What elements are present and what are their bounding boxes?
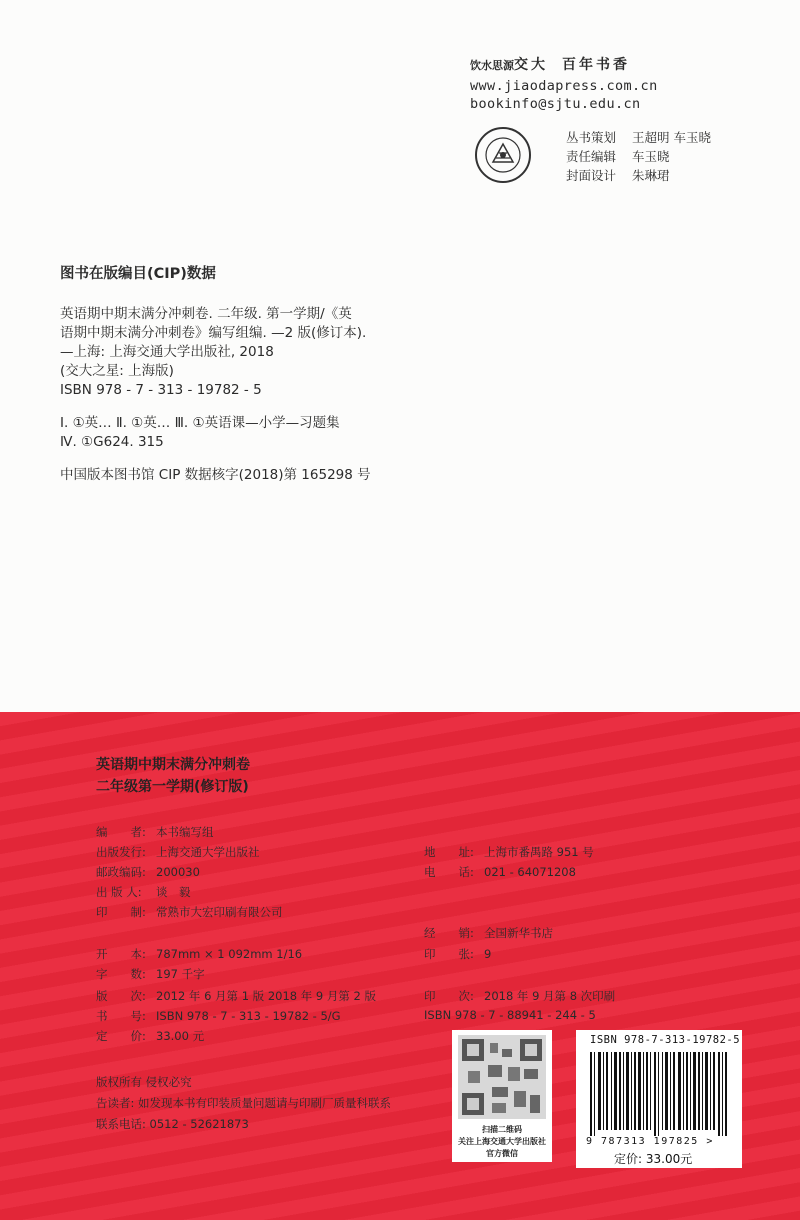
info-value: 上海市番禺路 951 号 [484, 845, 594, 859]
qr-caption: 官方微信 [486, 1149, 518, 1158]
credits-block [566, 128, 711, 185]
info-row [96, 904, 283, 920]
info-row [96, 884, 191, 900]
spec-value: 33.00 元 [156, 1029, 205, 1043]
barcode-isbn: ISBN 978-7-313-19782-5 [590, 1034, 741, 1046]
credit-row [566, 166, 711, 185]
cip-line: (交大之星: 上海版) [60, 363, 174, 379]
motto-b: 百年书香 [562, 57, 630, 73]
info-row [424, 844, 594, 860]
spec-value: 9 [484, 947, 492, 961]
rights-line: 版权所有 侵权必究 [96, 1075, 192, 1089]
cip-class-line: Ⅳ. ①G624. 315 [60, 434, 164, 450]
credit-label: 丛书策划 [566, 130, 617, 145]
info-key: 电 话: [424, 865, 474, 879]
spec-row [424, 1008, 596, 1022]
website-link[interactable]: www.jiaodapress.com.cn [470, 78, 658, 94]
info-value: 本书编写组 [156, 825, 214, 839]
info-row [96, 844, 260, 860]
credit-row [566, 128, 711, 147]
info-value: 常熟市大宏印刷有限公司 [156, 905, 283, 919]
qr-code-icon [458, 1035, 546, 1119]
cip-line: ISBN 978 - 7 - 313 - 19782 - 5 [60, 382, 262, 398]
spec-row [424, 946, 491, 962]
credit-label: 封面设计 [566, 168, 617, 183]
spec-key: 定 价: [96, 1029, 146, 1043]
info-value: 200030 [156, 865, 200, 879]
info-key: 编 者: [96, 825, 146, 839]
info-key: 地 址: [424, 845, 474, 859]
qr-caption: 扫描二维码 [482, 1125, 522, 1134]
spec-key: 字 数: [96, 967, 146, 981]
cip-verify-line: 中国版本图书馆 CIP 数据核字(2018)第 165298 号 [60, 467, 371, 483]
book-title: 英语期中期末满分冲刺卷 [96, 757, 250, 773]
spec-row [96, 988, 376, 1004]
spec-value: 2012 年 6 月第 1 版 2018 年 9 月第 2 版 [156, 989, 377, 1003]
cip-class-line: Ⅰ. ①英… Ⅱ. ①英… Ⅲ. ①英语课—小学—习题集 [60, 415, 340, 431]
barcode-digits: 9 787313 197825 > [586, 1136, 714, 1147]
spec-key: 经 销: [424, 926, 474, 940]
spec-row [424, 988, 615, 1004]
info-row [96, 824, 214, 840]
spec-value: 787mm × 1 092mm 1/16 [156, 947, 303, 961]
barcode-bars-icon [590, 1052, 728, 1136]
rights-line: 联系电话: 0512 - 52621873 [96, 1117, 249, 1131]
info-value: 021 - 64071208 [484, 865, 576, 879]
credit-label: 责任编辑 [566, 149, 617, 164]
spec-value: 197 千字 [156, 967, 205, 981]
credit-value: 朱琳珺 [632, 168, 670, 183]
spec-value: 全国新华书店 [484, 926, 553, 940]
spec-key: 书 号: [96, 1009, 146, 1023]
spec-key: 版 次: [96, 989, 146, 1003]
credit-value: 王超明 车玉晓 [632, 130, 711, 145]
rights-line: 告读者: 如发现本书有印装质量问题请与印刷厂质量科联系 [96, 1096, 392, 1110]
cip-line: 英语期中期末满分冲刺卷. 二年级. 第一学期/《英 [60, 306, 352, 322]
email-link[interactable]: bookinfo@sjtu.edu.cn [470, 96, 641, 112]
info-key: 印 制: [96, 905, 146, 919]
spec-value: ISBN 978 - 7 - 313 - 19782 - 5/G [156, 1009, 341, 1023]
rights-block [96, 1072, 391, 1135]
info-key: 邮政编码: [96, 865, 146, 879]
credit-row [566, 147, 711, 166]
info-key: 出版发行: [96, 845, 146, 859]
cip-block [60, 262, 371, 485]
motto-a: 交大 [514, 57, 548, 73]
spec-value: ISBN 978 - 7 - 88941 - 244 - 5 [424, 1008, 596, 1022]
spec-row [96, 1008, 341, 1024]
spec-row [424, 925, 553, 941]
info-row [424, 864, 576, 880]
info-row [96, 864, 200, 880]
spec-value: 2018 年 9 月第 8 次印刷 [484, 989, 616, 1003]
logo-text: 饮水思源 [470, 59, 514, 72]
qr-code-panel [452, 1030, 552, 1162]
spec-key: 印 次: [424, 989, 474, 1003]
spec-key: 印 张: [424, 947, 474, 961]
info-value: 谈 毅 [156, 885, 191, 899]
cip-heading: 图书在版编目(CIP)数据 [60, 266, 216, 282]
qr-caption: 关注上海交通大学出版社 [458, 1137, 546, 1146]
info-key: 出 版 人: [96, 885, 142, 899]
barcode-panel [576, 1030, 742, 1168]
book-title-block [96, 754, 250, 798]
cip-line: —上海: 上海交通大学出版社, 2018 [60, 344, 274, 360]
publisher-logo [470, 54, 630, 74]
spec-row [96, 966, 205, 982]
cip-line: 语期中期末满分冲刺卷》编写组编. —2 版(修订本). [60, 325, 367, 341]
info-value: 上海交通大学出版社 [156, 845, 260, 859]
spec-key: 开 本: [96, 947, 146, 961]
book-subtitle: 二年级第一学期(修订版) [96, 779, 249, 795]
university-seal-icon [474, 126, 532, 184]
spec-row [96, 1028, 204, 1044]
spec-row [96, 946, 302, 962]
credit-value: 车玉晓 [632, 149, 670, 164]
barcode-price: 定价: 33.00元 [614, 1152, 693, 1166]
